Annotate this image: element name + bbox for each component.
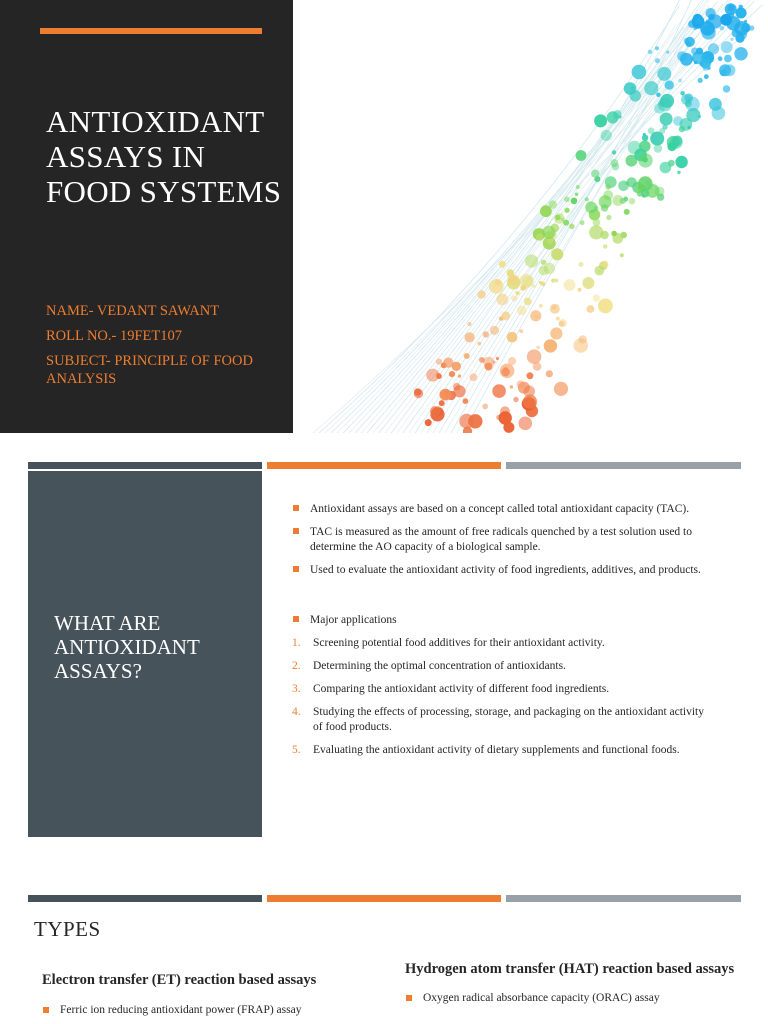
applications-header [292,613,712,628]
list-item [292,705,712,735]
list-item: Oxygen radical absorbance capacity (ORAC) assay [405,992,735,1004]
title-panel [0,0,293,433]
slide-body [292,502,712,766]
applications-list [292,636,712,758]
column-heading: Electron transfer (ET) reaction based assays [42,972,317,988]
hat-assays-column [405,960,735,1012]
roll-number: ROLL NO.- 19FET107 [46,328,182,344]
presentation-title: ANTIOXIDANT ASSAYS IN FOOD SYSTEMS [46,104,282,209]
item-number: 2. [292,660,301,672]
header-bar-orange [267,462,501,469]
item-number: 5. [292,744,301,756]
subject: SUBJECT- PRINCIPLE OF FOOD ANALYSIS [46,353,253,387]
et-assays-column [42,971,362,1024]
author-name: NAME- VEDANT SAWANT [46,303,220,319]
column-heading: Hydrogen atom transfer (HAT) reaction based assays [405,961,735,977]
item-text: Comparing the antioxidant activity of different food ingredients. [313,683,610,695]
item-number: 4. [292,706,301,718]
item-text: Screening potential food additives for their antioxidant activity. [313,637,605,649]
slide-heading: WHAT ARE ANTIOXIDANT ASSAYS? [54,611,200,683]
list-item: Ferric ion reducing antioxidant power (FRAP) assay [42,1004,362,1016]
item-number: 3. [292,683,301,695]
particle-stream-illustration [293,0,768,433]
list-item [292,636,712,651]
list-item: Used to evaluate the antioxidant activity of food ingredients, additives, and products. [292,563,712,578]
item-text: Studying the effects of processing, storage, and packaging on the antioxidant activity of food products. [313,706,705,733]
types-slide [0,871,768,1024]
header-bar-gray [506,895,741,902]
slide-title: TYPES [34,917,101,941]
item-text: Evaluating the antioxidant activity of dietary supplements and functional foods. [313,744,680,756]
title-slide [0,0,768,433]
list-item [292,659,712,674]
list-item: Antioxidant assays are based on a concept called total antioxidant capacity (TAC). [292,502,712,517]
header-bar-orange [267,895,501,902]
list-item: TAC is measured as the amount of free radicals quenched by a test solution used to determine the AO capacity of a biological sample. [292,525,712,555]
header-bar-dark [28,895,262,902]
list-item [292,682,712,697]
item-text: Determining the optimal concentration of antioxidants. [313,660,566,672]
heading-panel [28,471,262,837]
applications-label: Major applications [292,613,712,628]
what-are-slide [0,433,768,871]
author-details [46,302,282,395]
header-bar-dark [28,462,262,469]
item-number: 1. [292,637,301,649]
header-bar-gray [506,462,741,469]
accent-line [40,28,262,34]
list-item [292,743,712,758]
definition-list [292,502,712,578]
